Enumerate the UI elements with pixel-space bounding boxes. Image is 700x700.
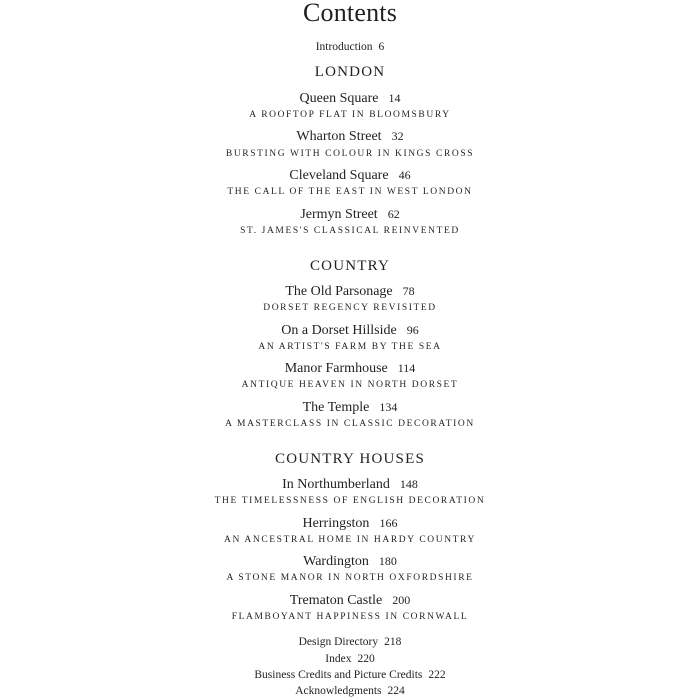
toc-entry-subtitle: ANTIQUE HEAVEN IN NORTH DORSET [241, 380, 459, 390]
toc-entry-title: Wardington [303, 554, 369, 569]
toc-entry-subtitle: A ROOFTOP FLAT IN BLOOMSBURY [249, 110, 451, 120]
toc-entry [0, 399, 700, 416]
toc-entry [0, 322, 700, 339]
toc-entry-subtitle: BURSTING WITH COLOUR IN KINGS CROSS [225, 149, 475, 159]
toc-entry-page: 134 [379, 400, 398, 414]
toc-back-matter-page: 224 [387, 685, 405, 697]
toc-entry-page: 32 [391, 129, 404, 143]
toc-introduction-label: Introduction [315, 41, 373, 53]
toc-entry-subtitle: THE CALL OF THE EAST IN WEST LONDON [227, 187, 473, 197]
toc-entry-title: Herringston [302, 516, 370, 531]
toc-entry-page: 62 [387, 207, 400, 221]
toc-entry [0, 592, 700, 609]
page-title: Contents [302, 0, 398, 27]
toc-entry-title: Manor Farmhouse [284, 361, 388, 376]
toc-entry-title: The Temple [302, 400, 370, 415]
toc-entry-subtitle: DORSET REGENCY REVISITED [263, 303, 437, 313]
toc-entry-subtitle: THE TIMELESSNESS OF ENGLISH DECORATION [214, 496, 486, 506]
toc-entry-page: 180 [378, 554, 397, 568]
toc-entry-subtitle: AN ARTIST'S FARM BY THE SEA [258, 342, 442, 352]
toc-back-matter-item [0, 652, 700, 666]
toc-entry-title: The Old Parsonage [285, 284, 393, 299]
toc-back-matter-label: Business Credits and Picture Credits [254, 669, 423, 681]
toc-entry-title: Jermyn Street [300, 207, 378, 222]
toc-entry [0, 360, 700, 377]
toc-entry-subtitle: AN ANCESTRAL HOME IN HARDY COUNTRY [224, 535, 476, 545]
toc-entry-subtitle: A MASTERCLASS IN CLASSIC DECORATION [225, 419, 475, 429]
toc-entry [0, 206, 700, 223]
toc-entry [0, 476, 700, 493]
toc-entry-page: 46 [398, 168, 411, 182]
toc-entry-page: 166 [379, 516, 398, 530]
toc-back-matter-item [0, 635, 700, 649]
toc-entry [0, 167, 700, 184]
toc-entry-page: 78 [402, 284, 415, 298]
section-heading-country-houses: COUNTRY HOUSES [274, 451, 425, 467]
toc-entry [0, 90, 700, 107]
toc-entry [0, 515, 700, 532]
toc-entry-page: 96 [406, 323, 419, 337]
toc-back-matter-item [0, 684, 700, 698]
toc-entry-page: 148 [399, 477, 418, 491]
toc-back-matter-page: 220 [357, 653, 375, 665]
toc-entry-subtitle: FLAMBOYANT HAPPINESS IN CORNWALL [231, 612, 469, 622]
toc-back-matter-item [0, 668, 700, 682]
toc-entry [0, 283, 700, 300]
toc-entry-title: Wharton Street [296, 129, 382, 144]
section-heading-country: COUNTRY [309, 258, 391, 274]
toc-back-matter-label: Acknowledgments [295, 685, 382, 697]
toc-entry-title: On a Dorset Hillside [281, 323, 397, 338]
toc-entry-page: 114 [397, 361, 416, 375]
toc-entry-page: 200 [392, 593, 411, 607]
toc-entry-subtitle: A STONE MANOR IN NORTH OXFORDSHIRE [226, 573, 474, 583]
toc-back-matter-page: 218 [384, 636, 402, 648]
toc-entry-page: 14 [388, 91, 401, 105]
toc-entry-title: Queen Square [299, 91, 379, 106]
toc-entry [0, 553, 700, 570]
toc-back-matter-label: Index [325, 653, 352, 665]
toc-entry-title: Cleveland Square [289, 168, 389, 183]
section-heading-london: LONDON [314, 64, 386, 80]
toc-introduction-page: 6 [378, 41, 385, 53]
toc-entry-title: In Northumberland [282, 477, 390, 492]
toc-entry-title: Trematon Castle [289, 593, 383, 608]
toc-back-matter-page: 222 [428, 669, 446, 681]
toc-entry [0, 128, 700, 145]
toc-entry-subtitle: ST. JAMES'S CLASSICAL REINVENTED [240, 226, 460, 236]
toc-back-matter-label: Design Directory [298, 636, 379, 648]
toc-introduction [0, 40, 700, 54]
